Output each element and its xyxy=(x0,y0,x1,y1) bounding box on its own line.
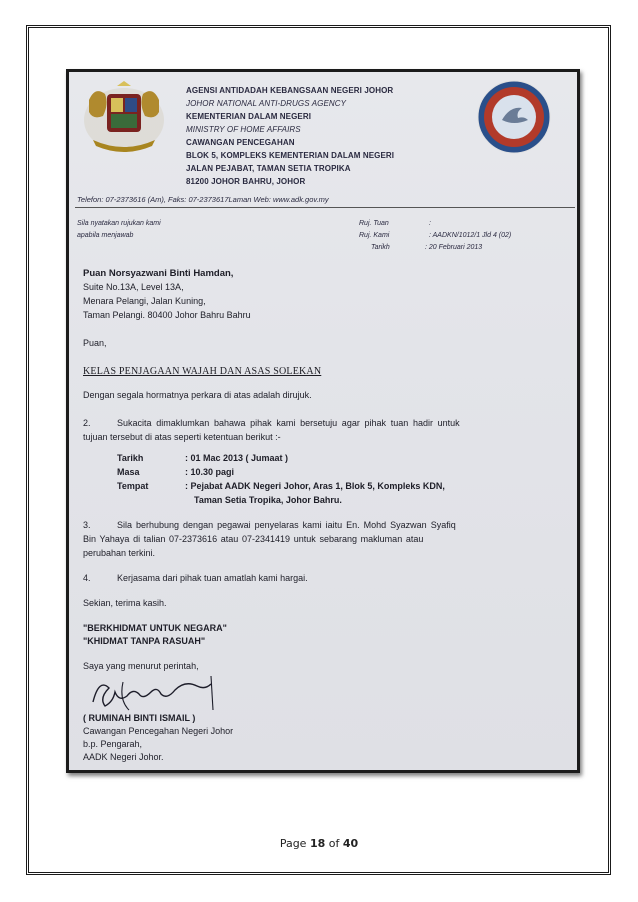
signatory-name: ( RUMINAH BINTI ISMAIL ) xyxy=(83,713,196,723)
detail-tempat-value-1: : Pejabat AADK Negeri Johor, Aras 1, Blok 5, Kompleks KDN, xyxy=(185,481,445,491)
tarikh-label: Tarikh xyxy=(371,244,390,251)
signatory-line-1: Cawangan Pencegahan Negeri Johor xyxy=(83,726,234,736)
ruj-kami-label: Ruj. Kami xyxy=(359,232,390,239)
aadk-seal-icon xyxy=(475,78,553,156)
signatory-line-3: AADK Negeri Johor. xyxy=(83,752,164,762)
recipient-name: Puan Norsyazwani Binti Hamdan, xyxy=(83,268,234,279)
detail-masa-value: : 10.30 pagi xyxy=(185,467,235,477)
para-2-line-2: tujuan tersebut di atas seperti ketentuan berikut :- xyxy=(83,432,281,442)
contact-line: Telefon: 07-2373616 (Am), Faks: 07-2373617Laman Web: www.adk.gov.my xyxy=(77,195,329,204)
page-current: 18 xyxy=(309,837,326,850)
malaysia-crest-icon xyxy=(79,80,169,160)
address-line-3: 81200 JOHOR BAHRU, JOHOR xyxy=(186,177,306,186)
signatory-line-2: b.p. Pengarah, xyxy=(83,739,143,749)
para-4-number: 4. xyxy=(83,573,91,583)
motto-2: "KHIDMAT TANPA RASUAH" xyxy=(83,636,206,646)
agency-name-ms: AGENSI ANTIDADAH KEBANGSAAN NEGERI JOHOR xyxy=(186,86,394,95)
recipient-line-1: Suite No.13A, Level 13A, xyxy=(83,282,184,292)
signature-icon xyxy=(83,670,243,716)
para-3-line-2: Bin Yahaya di talian 07-2373616 atau 07-2341419 untuk sebarang makluman atau xyxy=(83,534,424,544)
para-3-number: 3. xyxy=(83,520,91,530)
address-line-2: JALAN PEJABAT, TAMAN SETIA TROPIKA xyxy=(186,164,351,173)
page-total: 40 xyxy=(342,837,359,850)
detail-masa-label: Masa xyxy=(117,467,140,477)
closing-line: Sekian, terima kasih. xyxy=(83,598,167,608)
recipient-line-3: Taman Pelangi. 80400 Johor Bahru Bahru xyxy=(83,310,251,320)
ministry-name-en: MINISTRY OF HOME AFFAIRS xyxy=(186,125,301,134)
opening-sentence: Dengan segala hormatnya perkara di atas adalah dirujuk. xyxy=(83,390,312,400)
tarikh-value: : 20 Februari 2013 xyxy=(425,244,483,251)
agency-name-en: JOHOR NATIONAL ANTI-DRUGS AGENCY xyxy=(186,99,347,108)
reference-note-2: apabila menjawab xyxy=(77,232,134,239)
detail-tarikh-value: : 01 Mac 2013 ( Jumaat ) xyxy=(185,453,289,463)
motto-1: "BERKHIDMAT UNTUK NEGARA" xyxy=(83,623,227,633)
para-3-line-3: perubahan terkini. xyxy=(83,548,156,558)
ruj-kami-value: : AADKN/1012/1 Jld 4 (02) xyxy=(429,232,512,239)
detail-tempat-value-2: Taman Setia Tropika, Johor Bahru. xyxy=(194,495,342,505)
para-3-line-1: Sila berhubung dengan pegawai penyelaras kami iaitu En. Mohd Syazwan Syafiq xyxy=(117,520,456,530)
reference-note-1: Sila nyatakan rujukan kami xyxy=(77,220,161,227)
page-prefix: Page xyxy=(279,837,307,850)
ruj-tuan-label: Ruj. Tuan xyxy=(359,220,389,227)
ministry-name-ms: KEMENTERIAN DALAM NEGERI xyxy=(186,112,312,121)
subject-line: KELAS PENJAGAAN WAJAH DAN ASAS SOLEKAN xyxy=(83,366,322,377)
page-of: of xyxy=(328,837,340,850)
salutation: Puan, xyxy=(83,338,107,348)
detail-tarikh-label: Tarikh xyxy=(117,453,144,463)
recipient-line-2: Menara Pelangi, Jalan Kuning, xyxy=(83,296,206,306)
sign-intro: Saya yang menurut perintah, xyxy=(83,661,199,671)
para-4-line-1: Kerjasama dari pihak tuan amatlah kami hargai. xyxy=(117,573,308,583)
letterhead-divider xyxy=(75,207,575,208)
address-line-1: BLOK 5, KOMPLEKS KEMENTERIAN DALAM NEGERI xyxy=(186,151,395,160)
letter-photo xyxy=(66,69,580,773)
detail-tempat-label: Tempat xyxy=(117,481,149,491)
branch-name: CAWANGAN PENCEGAHAN xyxy=(186,138,295,147)
ruj-tuan-value: : xyxy=(429,220,431,227)
page-footer xyxy=(0,837,638,850)
para-2-line-1: Sukacita dimaklumkan bahawa pihak kami bersetuju agar pihak tuan hadir untuk xyxy=(117,418,460,428)
para-2-number: 2. xyxy=(83,418,91,428)
